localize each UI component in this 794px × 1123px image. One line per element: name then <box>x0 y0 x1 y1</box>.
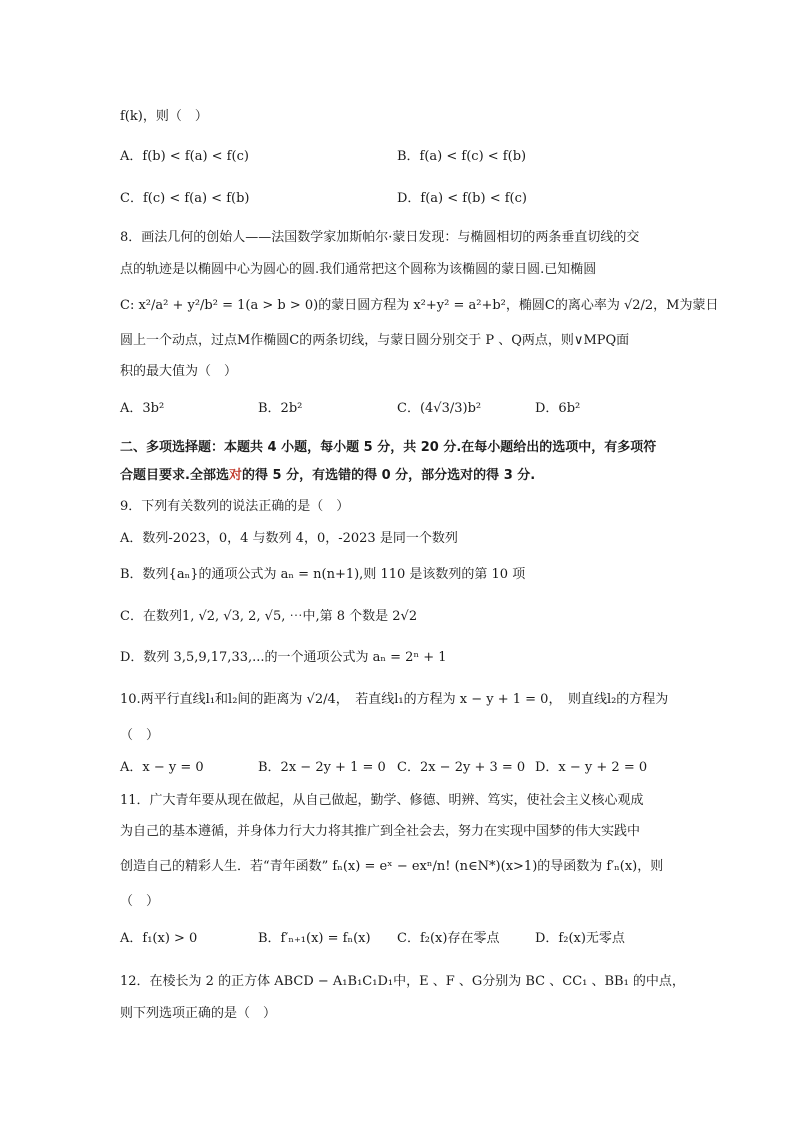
q9-option-c: C．在数列1, √2, √3, 2, √5, ⋯中,第 8 个数是 2√2 <box>120 609 418 624</box>
q10-option-c: C．2x − 2y + 3 = 0 <box>397 760 526 775</box>
q7-stem-tail: f(k)，则（ ） <box>120 109 208 124</box>
q11-option-d: D．f₂(x)无零点 <box>535 931 625 946</box>
q12-line-2: 则下列选项正确的是（ ） <box>120 1006 277 1021</box>
q7-option-d: D．f(a) < f(b) < f(c) <box>397 191 527 206</box>
q9-stem: 9．下列有关数列的说法正确的是（ ） <box>120 499 350 514</box>
q11-option-c: C．f₂(x)存在零点 <box>397 931 500 946</box>
q8-option-a: A．3b² <box>120 401 165 416</box>
q10-stem: 10.两平行直线l₁和l₂间的距离为 √2/4， 若直线l₁的方程为 x − y + 1 = 0， 则直线l₂的方程为 <box>120 692 669 707</box>
q10-option-a: A．x − y = 0 <box>120 760 204 775</box>
q9-option-d: D．数列 3,5,9,17,33,...的一个通项公式为 aₙ = 2ⁿ + 1 <box>120 650 447 665</box>
q9-option-a: A．数列-2023，0，4 与数列 4，0，-2023 是同一个数列 <box>120 531 458 546</box>
q8-line-5: 积的最大值为（ ） <box>120 364 238 379</box>
q10-option-d: D．x − y + 2 = 0 <box>535 760 648 775</box>
q12-line-1: 12．在棱长为 2 的正方体 ABCD − A₁B₁C₁D₁中，E 、F 、G分别为 BC 、CC₁ 、BB₁ 的中点， <box>120 974 685 989</box>
section-2-heading-pre: 合题目要求.全部选 <box>120 468 229 483</box>
q8-line-3: C: x²/a² + y²/b² = 1(a > b > 0)的蒙日圆方程为 x²+y² = a²+b²，椭圆C的离心率为 √2/2，M为蒙日 <box>120 298 719 313</box>
q11-line-4: （ ） <box>120 894 160 909</box>
q9-option-b: B．数列{aₙ}的通项公式为 aₙ = n(n+1),则 110 是该数列的第 10 项 <box>120 567 526 582</box>
q10-stem-2: （ ） <box>120 728 160 743</box>
section-2-heading-line-2 <box>120 466 535 486</box>
q7-option-a: A．f(b) < f(a) < f(c) <box>120 149 249 164</box>
q8-line-2: 点的轨迹是以椭圆中心为圆心的圆.我们通常把这个圆称为该椭圆的蒙日圆.已知椭圆 <box>120 262 597 277</box>
section-2-heading-line-1: 二、多项选择题：本题共 4 小题，每小题 5 分，共 20 分.在每小题给出的选项中，有多项符 <box>120 440 657 455</box>
q11-line-2: 为自己的基本遵循，并身体力行大力将其推广到全社会去，努力在实现中国梦的伟大实践中 <box>120 824 641 839</box>
q8-line-1: 8．画法几何的创始人——法国数学家加斯帕尔·蒙日发现：与椭圆相切的两条垂直切线的交 <box>120 230 640 245</box>
q10-option-b: B．2x − 2y + 1 = 0 <box>258 760 386 775</box>
section-2-heading-red: 对 <box>228 468 242 483</box>
q11-line-1: 11．广大青年要从现在做起，从自己做起，勤学、修德、明辨、笃实，使社会主义核心观成 <box>120 793 644 808</box>
q8-option-c: C．(4√3/3)b² <box>397 401 482 416</box>
q7-option-c: C．f(c) < f(a) < f(b) <box>120 191 250 206</box>
section-2-heading-post: 的得 5 分，有选错的得 0 分，部分选对的得 3 分. <box>241 468 536 483</box>
q11-option-b: B．f′ₙ₊₁(x) = fₙ(x) <box>258 931 371 946</box>
q8-option-d: D．6b² <box>535 401 581 416</box>
q8-option-b: B．2b² <box>258 401 303 416</box>
q11-line-3: 创造自己的精彩人生．若“青年函数” fₙ(x) = eˣ − exⁿ/n! (n∈N*)(x>1)的导函数为 f′ₙ(x)，则 <box>120 859 664 874</box>
q11-option-a: A．f₁(x) > 0 <box>120 931 198 946</box>
q7-option-b: B．f(a) < f(c) < f(b) <box>397 149 527 164</box>
q8-line-4: 圆上一个动点，过点M作椭圆C的两条切线，与蒙日圆分别交于 P 、Q两点，则∨MPQ面 <box>120 333 630 348</box>
